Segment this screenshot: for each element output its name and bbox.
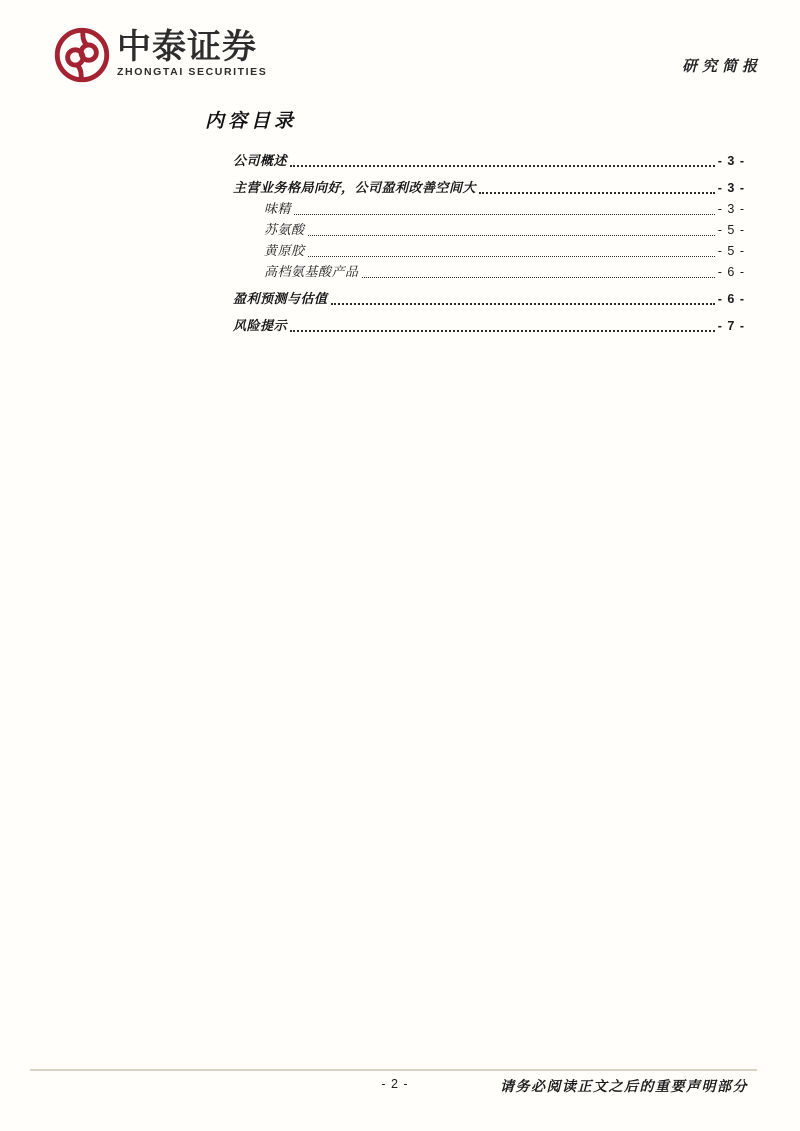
toc-entry-page-number: - 6 -	[717, 292, 745, 306]
toc-dot-leader	[290, 165, 715, 167]
zhongtai-logo-icon	[54, 27, 110, 83]
toc-entry-page-number: - 3 -	[717, 202, 745, 216]
footer-divider	[30, 1069, 757, 1071]
toc-dot-leader	[290, 330, 715, 332]
toc-dot-leader	[308, 256, 715, 257]
toc-entry	[233, 261, 745, 282]
footer-disclaimer: 请务必阅读正文之后的重要声明部分	[500, 1079, 748, 1095]
brand-name-en: ZHONGTAI SECURITIES	[117, 66, 268, 78]
toc-entry-label: 味精	[264, 202, 292, 217]
toc-entry-page-number: - 3 -	[717, 181, 745, 195]
toc-dot-leader	[331, 303, 715, 305]
table-of-contents	[233, 144, 745, 336]
toc-dot-leader	[308, 235, 715, 236]
toc-entry-page-number: - 3 -	[717, 154, 745, 168]
toc-title: 内容目录	[205, 110, 298, 132]
toc-entry-page-number: - 5 -	[717, 244, 745, 258]
toc-entry-page-number: - 5 -	[717, 223, 745, 237]
toc-entry-label: 盈利预测与估值	[233, 292, 328, 307]
brand-name-cn: 中泰证券	[117, 28, 257, 66]
toc-entry-label: 公司概述	[233, 154, 288, 169]
toc-entry	[233, 150, 745, 171]
footer-page-number: - 2 -	[381, 1077, 409, 1091]
toc-entry-label: 黄原胶	[264, 244, 305, 259]
toc-entry-page-number: - 7 -	[717, 319, 745, 333]
toc-entry-label: 苏氨酸	[264, 223, 305, 238]
toc-entry-label: 风险提示	[233, 319, 288, 334]
toc-entry-label: 主营业务格局向好，公司盈利改善空间大	[233, 181, 477, 196]
toc-entry	[233, 315, 745, 336]
toc-entry-page-number: - 6 -	[717, 265, 745, 279]
toc-dot-leader	[362, 277, 715, 278]
toc-entry	[233, 198, 745, 219]
toc-dot-leader	[479, 192, 715, 194]
toc-entry	[233, 288, 745, 309]
toc-entry	[233, 240, 745, 261]
toc-entry	[233, 177, 745, 198]
toc-entry	[233, 219, 745, 240]
report-type-label: 研究简报	[681, 57, 762, 75]
toc-dot-leader	[294, 214, 715, 215]
toc-entry-label: 高档氨基酸产品	[264, 265, 359, 280]
page-header	[0, 0, 800, 100]
company-logo	[54, 27, 267, 83]
